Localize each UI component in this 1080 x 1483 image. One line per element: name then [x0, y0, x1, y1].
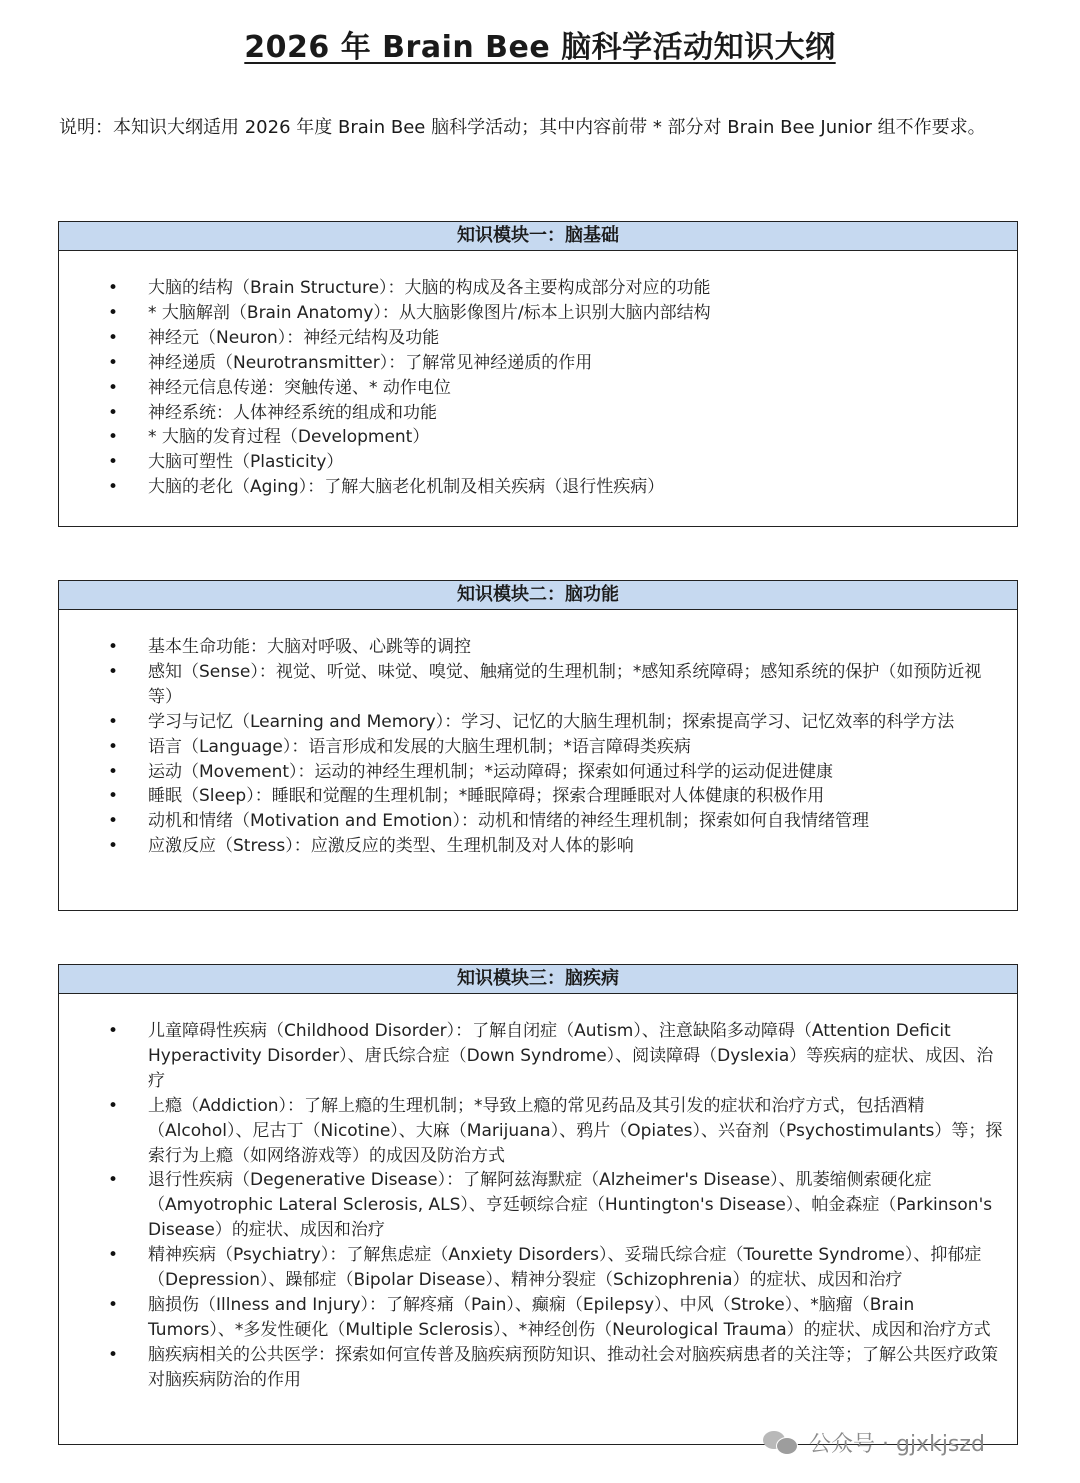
list-item: • 应激反应（Stress）：应激反应的类型、生理机制及对人体的影响: [59, 834, 1017, 859]
intro-note: 说明：本知识大纲适用 2026 年度 Brain Bee 脑科学活动；其中内容前带 * 部分对 Brain Bee Junior 组不作要求。: [59, 117, 986, 138]
watermark: [763, 1425, 985, 1459]
list-item: • 大脑的老化（Aging）：了解大脑老化机制及相关疾病（退行性疾病）: [59, 475, 1017, 500]
module-heading: 知识模块一：脑基础: [59, 222, 1017, 251]
list-item: • 神经元信息传递：突触传递、* 动作电位: [59, 376, 1017, 401]
list-item: • 感知（Sense）：视觉、听觉、味觉、嗅觉、触痛觉的生理机制；*感知系统障碍；感知系统的保护（如预防近视等）: [59, 660, 1017, 710]
module-brain-function: [58, 580, 1018, 911]
title-text: 2026 年 Brain Bee 脑科学活动知识大纲: [244, 30, 836, 65]
module-list: [59, 1019, 1017, 1393]
list-item: • 大脑的结构（Brain Structure）：大脑的构成及各主要构成部分对应的功能: [59, 276, 1017, 301]
wechat-icon: [763, 1429, 799, 1455]
module-brain-basics: [58, 221, 1018, 527]
list-item: • 睡眠（Sleep）：睡眠和觉醒的生理机制；*睡眠障碍；探索合理睡眠对人体健康的积极作用: [59, 784, 1017, 809]
module-list: [59, 276, 1017, 500]
module-heading: 知识模块二：脑功能: [59, 581, 1017, 610]
list-item: • 动机和情绪（Motivation and Emotion）：动机和情绪的神经生理机制；探索如何自我情绪管理: [59, 809, 1017, 834]
list-item: • 神经系统：人体神经系统的组成和功能: [59, 401, 1017, 426]
list-item: • 脑疾病相关的公共医学：探索如何宣传普及脑疾病预防知识、推动社会对脑疾病患者的关注等；了解公共医疗政策对脑疾病防治的作用: [59, 1343, 1017, 1393]
list-item: • 运动（Movement）：运动的神经生理机制；*运动障碍；探索如何通过科学的运动促进健康: [59, 760, 1017, 785]
list-item: • 神经元（Neuron）：神经元结构及功能: [59, 326, 1017, 351]
list-item: • 精神疾病（Psychiatry）：了解焦虑症（Anxiety Disorders）、妥瑞氏综合症（Tourette Syndrome）、抑郁症（Depression）、躁郁症（Bipolar Disease）、精神分裂症（Schizophrenia）的症状、成因和治疗: [59, 1243, 1017, 1293]
list-item: • 脑损伤（Illness and Injury）：了解疼痛（Pain）、癫痫（Epilepsy）、中风（Stroke）、*脑瘤（Brain Tumors）、*多发性硬化（Multiple Sclerosis）、*神经创伤（Neurological Trauma）的症状、成因和治疗方式: [59, 1293, 1017, 1343]
document-title: [0, 22, 1080, 66]
list-item: • 学习与记忆（Learning and Memory）：学习、记忆的大脑生理机制；探索提高学习、记忆效率的科学方法: [59, 710, 1017, 735]
list-item: • * 大脑解剖（Brain Anatomy）：从大脑影像图片/标本上识别大脑内部结构: [59, 301, 1017, 326]
module-heading: 知识模块三：脑疾病: [59, 965, 1017, 994]
list-item: • 基本生命功能：大脑对呼吸、心跳等的调控: [59, 635, 1017, 660]
list-item: • 语言（Language）：语言形成和发展的大脑生理机制；*语言障碍类疾病: [59, 735, 1017, 760]
list-item: • 神经递质（Neurotransmitter）：了解常见神经递质的作用: [59, 351, 1017, 376]
list-item: • 儿童障碍性疾病（Childhood Disorder）：了解自闭症（Autism）、注意缺陷多动障碍（Attention Deficit Hyperactivity Disorder）、唐氏综合症（Down Syndrome）、阅读障碍（Dyslexia）等疾病的症状、成因、治疗: [59, 1019, 1017, 1094]
list-item: • 大脑可塑性（Plasticity）: [59, 450, 1017, 475]
module-list: [59, 635, 1017, 859]
list-item: • 退行性疾病（Degenerative Disease）：了解阿兹海默症（Alzheimer's Disease）、肌萎缩侧索硬化症（Amyotrophic Lateral Sclerosis, ALS）、亨廷顿综合症（Huntington's Disease）、帕金森症（Parkinson's Disease）的症状、成因和治疗: [59, 1168, 1017, 1243]
module-brain-disease: [58, 964, 1018, 1445]
watermark-text: 公众号 · gjxkjszd: [809, 1431, 985, 1457]
list-item: • * 大脑的发育过程（Development）: [59, 425, 1017, 450]
list-item: • 上瘾（Addiction）：了解上瘾的生理机制；*导致上瘾的常见药品及其引发的症状和治疗方式，包括酒精（Alcohol）、尼古丁（Nicotine）、大麻（Marijuana）、鸦片（Opiates）、兴奋剂（Psychostimulants）等；探索行为上瘾（如网络游戏等）的成因及防治方式: [59, 1094, 1017, 1169]
